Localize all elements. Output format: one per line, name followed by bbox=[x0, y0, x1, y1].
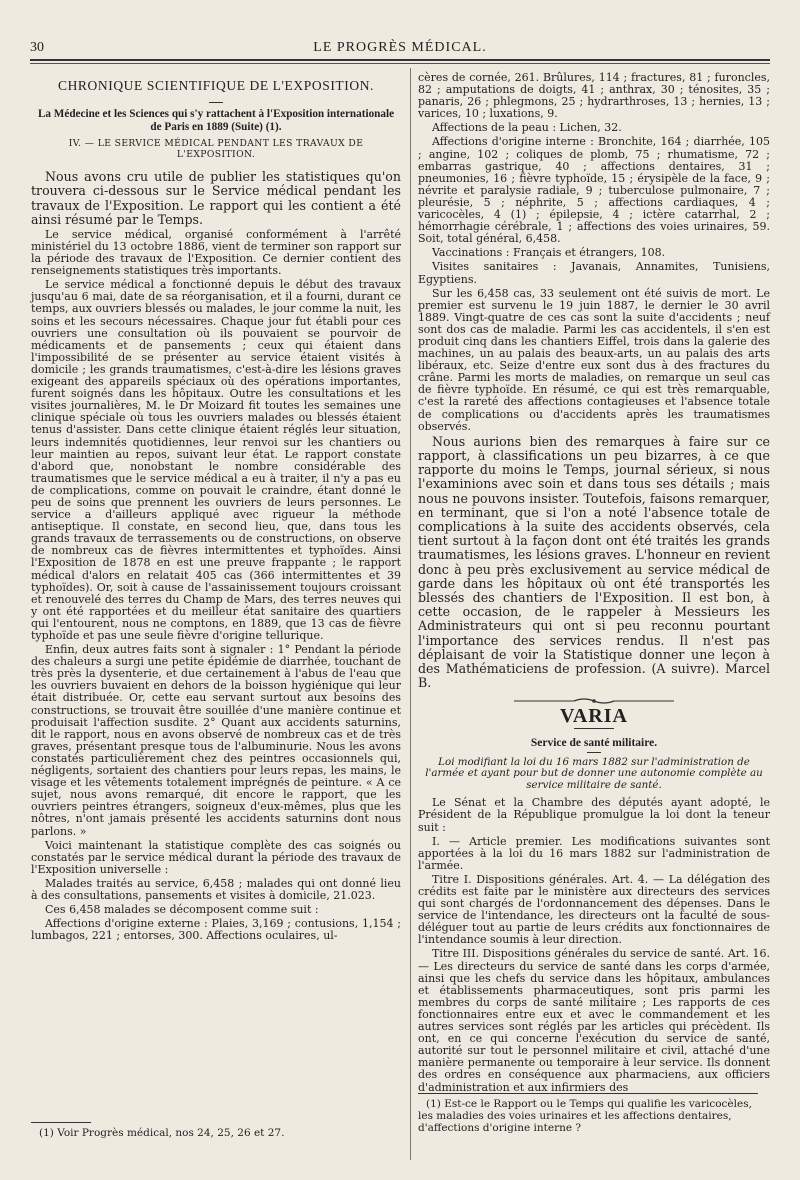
article-heading: La Médecine et les Sciences qui s'y rattachent à l'Exposition internationale de Paris en 1889 (Suite) (1). bbox=[37, 108, 395, 134]
paragraph: Le service médical a fonctionné depuis le début des travaux jusqu'au 6 mai, date de sa réorganisation, et il a fourni, durant ce temps, aux ouvriers blessés ou malades, le jour comme la nuit, les soins et les secours nécessaires. Chaque jour fut établi pour ces ouvriers une consultation où ils pouvaient se pourvoir de médicaments et de pansements ; ceux qui étaient dans l'impossibilité de se présenter au service étaient visités à domicile ; les grands traumatismes, c'est-à-dire les lésions graves exigeant des appareils spéciaux où des opérations importantes, furent soignés dans les hôpitaux. Outre les consultations et les visites journalières, M. le Dr Moizard fit toutes les semaines une clinique spéciale où tous les ouvriers malades ou blessés étaient tenus d'assister. Dans cette clinique étaient réglés leur situation, leurs indemnités quotidiennes, leur renvoi sur les chantiers ou leur maintien au repos, suivant leur état. Le rapport constate d'abord que, nonobstant le nombre considérable des traumatismes que le service médical a eu à traiter, il n'y a pas eu de complications, comme on pouvait le craindre, étant donné le peu de soins que prennent les ouvriers de leurs personnes. Le service a d'ailleurs appliqué avec rigueur la méthode antiseptique. Il constate, en second lieu, que, dans tous les grands travaux de terrassements ou de constructions, on observe de nombreux cas de fièvres intermittentes et typhoïdes. Ainsi l'Exposition de 1878 en est une preuve frappante ; le rapport médical d'alors en relatait 405 cas (366 intermittentes et 39 typhoïdes). Or, soit à cause de l'assainissement toujours croissant et renouvelé des terres du Champ de Mars, des terres neuves qui y ont été rapportées et du meilleur état sanitaire des quartiers qui l'entourent, nous ne comptons, en 1889, que 13 cas de fièvre typhoïde et pas une seule fièvre d'origine tellurique. bbox=[31, 278, 401, 642]
page-number: 30 bbox=[30, 40, 44, 55]
header-rule-thin bbox=[30, 63, 770, 64]
law-title: Loi modifiant la loi du 16 mars 1882 sur l'administration de l'armée et ayant pour but de donner une autonomie complète au service militaire de santé. bbox=[425, 755, 763, 791]
paragraph: Ces 6,458 malades se décomposent comme suit : bbox=[45, 903, 319, 917]
paragraph: Sur les 6,458 cas, 33 seulement ont été suivis de mort. Le premier est survenu le 19 juin 1887, le dernier le 30 avril 1889. Vingt-quatre de ces cas sont la suite d'accidents ; neuf sont dos cas de maladie. Parmi les cas accidentels, il s'en est produit cinq dans les chantiers Eiffel, trois dans la galerie des machines, un au palais des beaux-arts, un au palais des arts libéraux, etc. Seize d'entre eux sont dus à des fractures du crâne. Parmi les morts de maladies, on remarque un seul cas de fièvre typhoïde. En résumé, ce qui est très remarquable, c'est la rareté des affections contagieuses et l'absence totale de complications ou d'accidents après les traumatismes observés. bbox=[418, 286, 770, 433]
paragraph: Affections de la peau : Lichen, 32. bbox=[432, 121, 622, 135]
paragraph: Nous avons cru utile de publier les statistiques qu'on trouvera ci-dessous sur le Service médical pendant les travaux de l'Exposition. Le rapport qui les contient a été ainsi résumé par le Temps. bbox=[31, 169, 401, 227]
footnote-text: (1) Est-ce le Rapport ou le Temps qui qualifie les varicocèles, les maladies des voies urinaires et les affections dentaires, d'affections d'origine interne ? bbox=[418, 1098, 752, 1134]
paragraph: Enfin, deux autres faits sont à signaler : 1° Pendant la période des chaleurs a surgi une petite épidémie de diarrhée, touchant de très près la dysenterie, et due certainement à l'abus de l'eau que les ouvriers buvaient en dehors de la boisson hygiénique qui leur était distribuée. Or, cette eau servant surtout aux besoins des constructions, se trouvait être souillée d'une manière continue et produisait l'affection susdite. 2° Quant aux accidents saturnins, dit le rapport, nous en avons observé de nombreux cas et de très graves, présentant presque tous de l'albuminurie. Nous les avons constatés particulièrement chez des peintres occasionnels qui, négligents, sortaient des chantiers pour leurs repas, les mains, le visage et les vêtements totalement imprégnés de peinture. « A ce sujet, nous avons remarqué, dit encore le rapport, que les ouvriers peintres étrangers, soigneux d'eux-mêmes, plus que les nôtres, n'ont jamais présenté les accidents saturnins dont nous parlons. » bbox=[31, 643, 401, 838]
journal-title: LE PROGRÈS MÉDICAL. bbox=[313, 40, 487, 55]
paragraph: Titre III. Dispositions générales du service de santé. Art. 16. — Les directeurs du service de santé dans les corps d'armée, ainsi que les chefs du service dans les hôpitaux, ambulances et établissements pharmaceutiques, sont pris parmi les membres du corps de santé militaire ; Les rapports de ces fonctionnaires entre eux et avec le commandement et les autres services sont réglés par les articles qui précèdent. Ils ont, en ce qui concerne l'exécution du service de santé, autorité sur tout le personnel militaire et civil, attaché d'une manière permanente ou temporaire à leur service. Ils donnent des ordres en conséquence aux pharmaciens, aux officiers d'administration et aux infirmiers des bbox=[418, 947, 770, 1094]
paragraph: Affections d'origine externe : Plaies, 3,169 ; contusions, 1,154 ; lumbagos, 221 ; entorses, 300. Affections oculaires, ul- bbox=[31, 917, 401, 943]
ornament-icon bbox=[514, 697, 674, 705]
footnote-left bbox=[31, 1127, 401, 1139]
varia-heading: VARIA bbox=[560, 705, 628, 728]
paragraph: Malades traités au service, 6,458 ; malades qui ont donné lieu à des consultations, pansements et visites à domicile, 21.023. bbox=[31, 876, 401, 902]
footnote-right bbox=[418, 1098, 770, 1134]
ornament-divider bbox=[418, 696, 770, 704]
footnote-text: (1) Voir Progrès médical, nos 24, 25, 26 et 27. bbox=[39, 1127, 285, 1139]
page-header bbox=[30, 38, 770, 58]
header-rule-thick bbox=[30, 59, 770, 61]
article-subheading: IV. — LE SERVICE MÉDICAL PENDANT LES TRAVAUX DE L'EXPOSITION. bbox=[68, 138, 364, 161]
paragraph: Le Sénat et la Chambre des députés ayant adopté, le Président de la République promulgue la loi dont la teneur suit : bbox=[418, 796, 770, 834]
footnote-rule bbox=[418, 1093, 758, 1094]
column-divider bbox=[410, 68, 411, 1160]
paragraph: cères de cornée, 261. Brûlures, 114 ; fractures, 81 ; furoncles, 82 ; amputations de doigts, 41 ; anthrax, 30 ; ténosites, 35 ; panaris, 26 ; phlegmons, 25 ; hydrarthroses, 13 ; hernies, 13 ; varices, 10 ; luxations, 9. bbox=[418, 71, 770, 121]
service-dash bbox=[587, 752, 601, 753]
paragraph: I. — Article premier. Les modifications suivantes sont apportées à la loi du 16 mars 1882 sur l'administration de l'armée. bbox=[418, 834, 770, 872]
paragraph: Voici maintenant la statistique complète des cas soignés ou constatés par le service médical durant la période des travaux de l'Exposition universelle : bbox=[31, 838, 401, 876]
paragraph: Vaccinations : Français et étrangers, 108. bbox=[432, 246, 666, 260]
paragraph: Visites sanitaires : Javanais, Annamites, Tunisiens, Egyptiens. bbox=[418, 260, 770, 286]
paragraph: Affections d'origine interne : Bronchite, 164 ; diarrhée, 105 ; angine, 102 ; coliques de plomb, 75 ; rhumatisme, 72 ; embarras gastrique, 40 ; affections dentaires, 31 ; pneumonies, 16 ; fièvre typhoïde, 15 ; érysipèle de la face, 9 ; névrite et paralysie radiale, 9 ; tuberculose pulmonaire, 7 ; pleurésie, 5 ; néphrite, 5 ; affections cardiaques, 4 ; varicocèles, 4 (1) ; épilepsie, 4 ; ictère catarrhal, 2 ; hémorrhagie cérébrale, 1 ; affections des voies urinaires, 59. Soit, total général, 6,458. bbox=[418, 135, 770, 246]
paragraph: Titre I. Dispositions générales. Art. 4. — La délégation des crédits est faite par le ministère aux directeurs des services qui sont chargés de l'ordonnancement des dépenses. Dans le service de l'intendance, les directeurs ont la faculté de sous-déléguer tout au partie de leurs crédits aux fonctionnaires de l'intendance soumis à leur direction. bbox=[418, 872, 770, 947]
left-column bbox=[31, 72, 401, 944]
varia-rule bbox=[574, 728, 614, 729]
title-dash bbox=[209, 102, 223, 103]
footnote-rule bbox=[31, 1122, 91, 1123]
right-column bbox=[418, 72, 770, 1096]
paragraph: Le service médical, organisé conformément à l'arrêté ministériel du 13 octobre 1886, vient de terminer son rapport sur la période des travaux de l'Exposition. Ce dernier contient des renseignements statistiques très importants. bbox=[31, 227, 401, 278]
service-heading: Service de santé militaire. bbox=[530, 737, 658, 750]
section-title: CHRONIQUE SCIENTIFIQUE DE L'EXPOSITION. bbox=[57, 78, 375, 93]
paragraph: Nous aurions bien des remarques à faire sur ce rapport, à classifications un peu bizarres, à ce que rapporte du moins le Temps, journal sérieux, si nous l'examinions avec soin et dans tous ses détails ; mais nous ne pouvons insister. Toutefois, faisons remarquer, en terminant, que si l'on a noté l'absence totale de complications à la suite des accidents observés, cela tient surtout à la façon dont ont été traités les grands traumatismes, les lésions graves. L'honneur en revient donc à peu près exclusivement au service médical de garde dans les hôpitaux où ont été transportés les blessés des chantiers de l'Exposition. Il est bon, à cette occasion, de le rappeler à Messieurs les Administrateurs qui ont si peu reconnu pourtant l'importance des services rendus. Il n'est pas déplaisant de voir la Statistique donner une leçon à des Mathématiciens de profession. (A suivre). Marcel B. bbox=[418, 433, 770, 691]
